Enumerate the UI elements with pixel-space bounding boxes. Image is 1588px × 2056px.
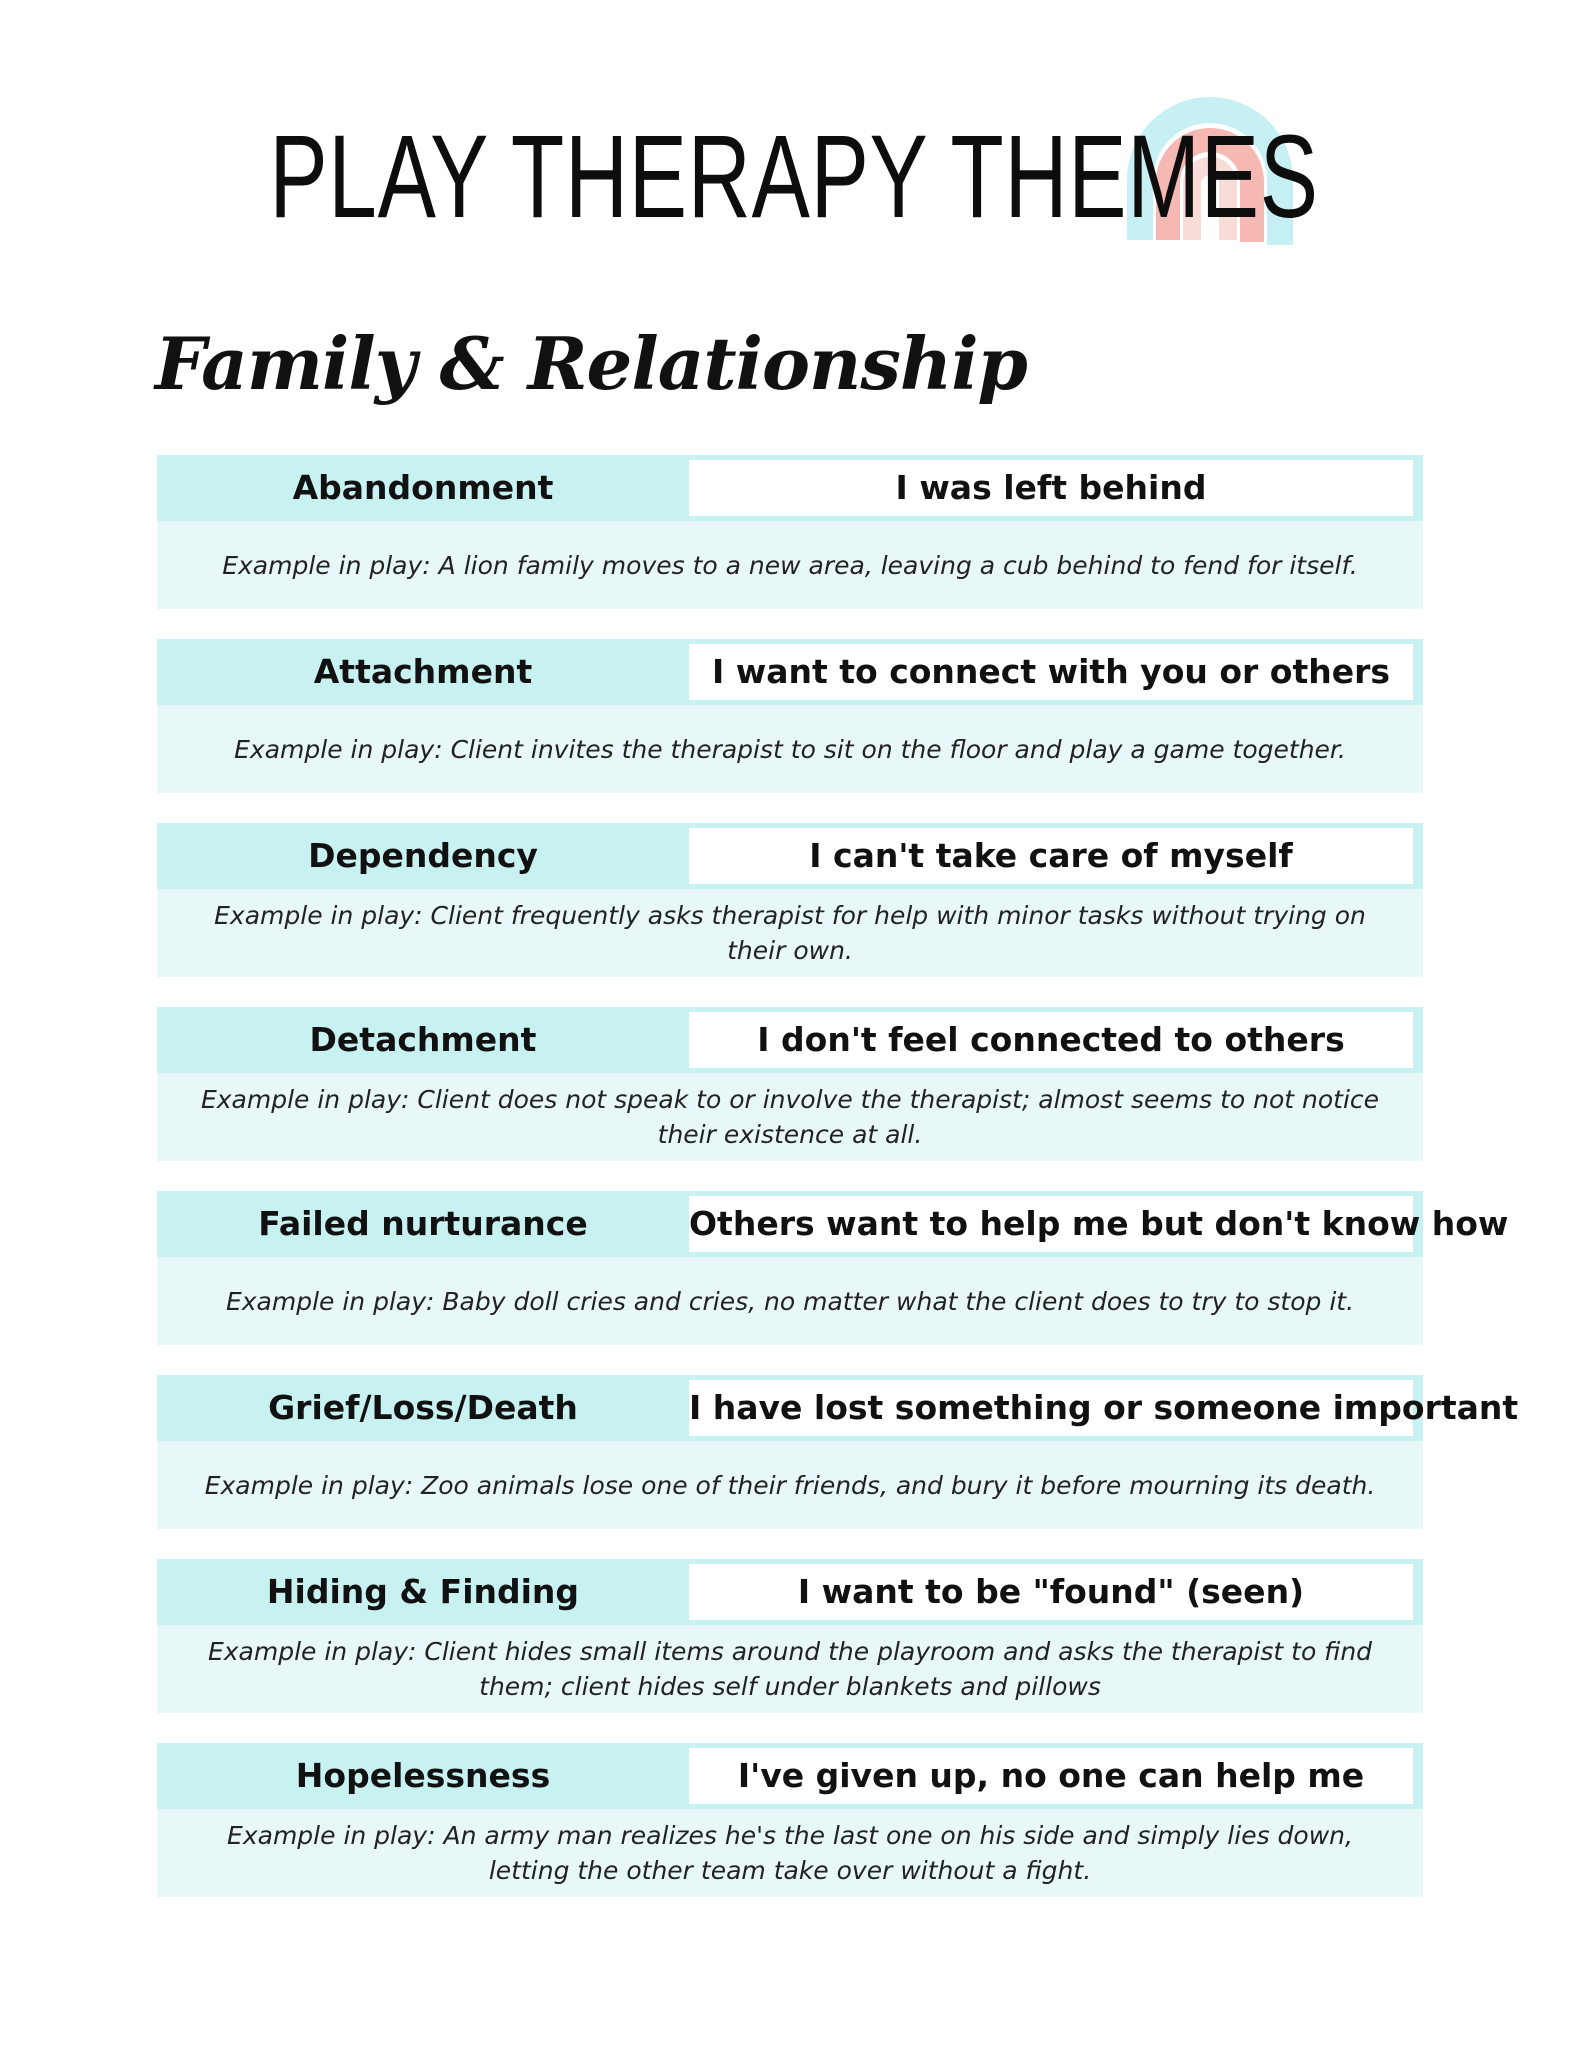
- theme-example: Example in play: Zoo animals lose one of their friends, and bury it before mourning its death.: [204, 1470, 1376, 1500]
- theme-list: [157, 455, 1519, 1927]
- theme-meaning: I've given up, no one can help me: [689, 1748, 1413, 1804]
- theme-card-grief-loss-death: [157, 1375, 1519, 1529]
- theme-card-detachment: [157, 1007, 1423, 1161]
- theme-header: [157, 1375, 1519, 1441]
- theme-example: Example in play: Client frequently asks therapist for help with minor tasks without trying on their own.: [214, 901, 1366, 965]
- theme-card-failed-nurturance: [157, 1191, 1509, 1345]
- theme-meaning: I want to connect with you or others: [689, 644, 1413, 700]
- theme-card-hopelessness: [157, 1743, 1423, 1897]
- theme-name: Failed nurturance: [258, 1204, 588, 1243]
- theme-card-dependency: [157, 823, 1423, 977]
- theme-card-hiding-finding: [157, 1559, 1423, 1713]
- theme-name: Hiding & Finding: [266, 1572, 580, 1611]
- theme-header: [157, 1191, 1509, 1257]
- theme-header: [157, 1559, 1423, 1625]
- theme-header: [157, 1743, 1423, 1809]
- theme-name: Dependency: [308, 836, 538, 875]
- theme-name: Detachment: [309, 1020, 537, 1059]
- theme-card-abandonment: [157, 455, 1423, 609]
- theme-name: Hopelessness: [295, 1756, 551, 1795]
- theme-example: Example in play: An army man realizes he's the last one on his side and simply lies down, letting the other team take over without a fight.: [227, 1821, 1353, 1885]
- theme-header: [157, 823, 1423, 889]
- theme-header: [157, 455, 1423, 521]
- theme-example: Example in play: Client invites the therapist to sit on the floor and play a game together.: [234, 734, 1346, 764]
- theme-name: Abandonment: [292, 468, 554, 507]
- section-heading: Family & Relationship: [155, 321, 1027, 406]
- theme-header: [157, 639, 1423, 705]
- theme-card-attachment: [157, 639, 1423, 793]
- theme-example: Example in play: Client hides small items around the playroom and asks the therapist to find them; client hides self under blankets and pillows: [207, 1637, 1373, 1701]
- theme-name: Attachment: [313, 652, 533, 691]
- theme-meaning: I was left behind: [689, 460, 1413, 516]
- theme-meaning: I don't feel connected to others: [689, 1012, 1413, 1068]
- theme-example: Example in play: A lion family moves to a new area, leaving a cub behind to fend for itself.: [222, 550, 1358, 580]
- theme-header: [157, 1007, 1423, 1073]
- theme-example: Example in play: Baby doll cries and cries, no matter what the client does to try to stop it.: [225, 1286, 1355, 1316]
- theme-name: Grief/Loss/Death: [268, 1388, 578, 1427]
- theme-meaning: Others want to help me but don't know how: [689, 1196, 1413, 1252]
- theme-meaning: I can't take care of myself: [689, 828, 1413, 884]
- page-title: PLAY THERAPY THEMES: [269, 111, 1319, 243]
- theme-example: Example in play: Client does not speak to or involve the therapist; almost seems to not notice their existence at all.: [200, 1085, 1380, 1149]
- theme-meaning: I want to be "found" (seen): [689, 1564, 1413, 1620]
- theme-meaning: I have lost something or someone important: [689, 1380, 1413, 1436]
